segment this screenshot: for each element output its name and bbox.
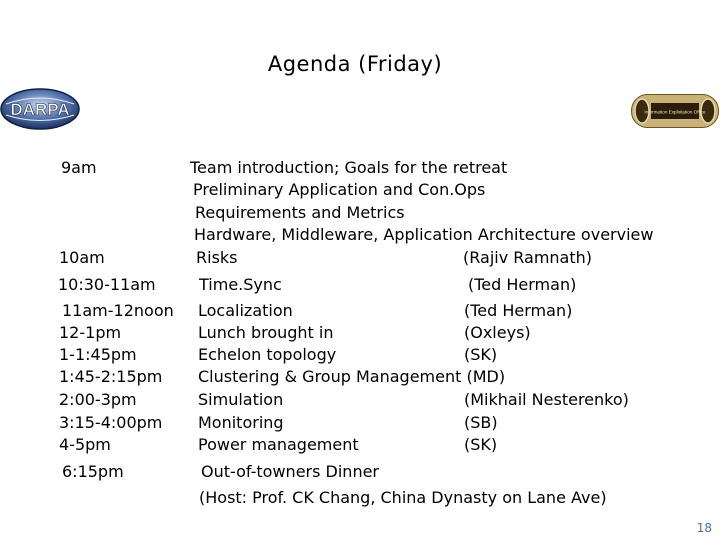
agenda-item: Clustering & Group Management (MD) bbox=[198, 367, 506, 386]
agenda-presenter: (Oxleys) bbox=[464, 323, 531, 342]
agenda-time: 4-5pm bbox=[59, 435, 111, 454]
agenda-time: 12-1pm bbox=[59, 323, 122, 342]
agenda-item: Echelon topology bbox=[198, 345, 337, 364]
agenda-item: Team introduction; Goals for the retreat bbox=[190, 158, 508, 177]
agenda-time: 1:45-2:15pm bbox=[59, 367, 163, 386]
slide-title: Agenda (Friday) bbox=[267, 52, 443, 76]
agenda-time: 3:15-4:00pm bbox=[59, 413, 163, 432]
agenda-time: 10:30-11am bbox=[58, 275, 156, 294]
agenda-item: Hardware, Middleware, Application Architecture overview bbox=[194, 225, 654, 244]
agenda-item: Risks bbox=[196, 248, 238, 267]
page-number: 18 bbox=[696, 521, 712, 535]
agenda-time: 9am bbox=[61, 158, 97, 177]
agenda-presenter: (Ted Herman) bbox=[468, 275, 577, 294]
darpa-logo bbox=[0, 88, 80, 130]
agenda-presenter: (SK) bbox=[464, 435, 498, 454]
agenda-time: 2:00-3pm bbox=[59, 390, 137, 409]
agenda-item: Power management bbox=[198, 435, 359, 454]
agenda-item: Localization bbox=[198, 301, 293, 320]
agenda-item: Lunch brought in bbox=[198, 323, 334, 342]
agenda-presenter: (SK) bbox=[464, 345, 498, 364]
agenda-item: Time.Sync bbox=[199, 275, 282, 294]
agenda-item: Monitoring bbox=[198, 413, 284, 432]
darpa-logo-text: DARPA bbox=[10, 100, 70, 119]
agenda-time: 6:15pm bbox=[62, 462, 124, 481]
agenda-presenter: (SB) bbox=[464, 413, 498, 432]
agenda-time: 10am bbox=[59, 248, 105, 267]
agenda-time: 1-1:45pm bbox=[59, 345, 137, 364]
agenda-item: Out-of-towners Dinner bbox=[201, 462, 379, 481]
agenda-item: (Host: Prof. CK Chang, China Dynasty on Lane Ave) bbox=[199, 488, 607, 507]
agenda-item: Simulation bbox=[198, 390, 284, 409]
agenda-presenter: (Mikhail Nesterenko) bbox=[464, 390, 629, 409]
agenda-presenter: (Ted Herman) bbox=[464, 301, 573, 320]
ixo-logo bbox=[631, 94, 719, 128]
agenda-presenter: (Rajiv Ramnath) bbox=[463, 248, 593, 267]
ixo-logo-text: Information Exploitation Office bbox=[644, 109, 706, 115]
agenda-item: Requirements and Metrics bbox=[195, 203, 405, 222]
agenda-time: 11am-12noon bbox=[62, 301, 174, 320]
agenda-item: Preliminary Application and Con.Ops bbox=[193, 180, 486, 199]
